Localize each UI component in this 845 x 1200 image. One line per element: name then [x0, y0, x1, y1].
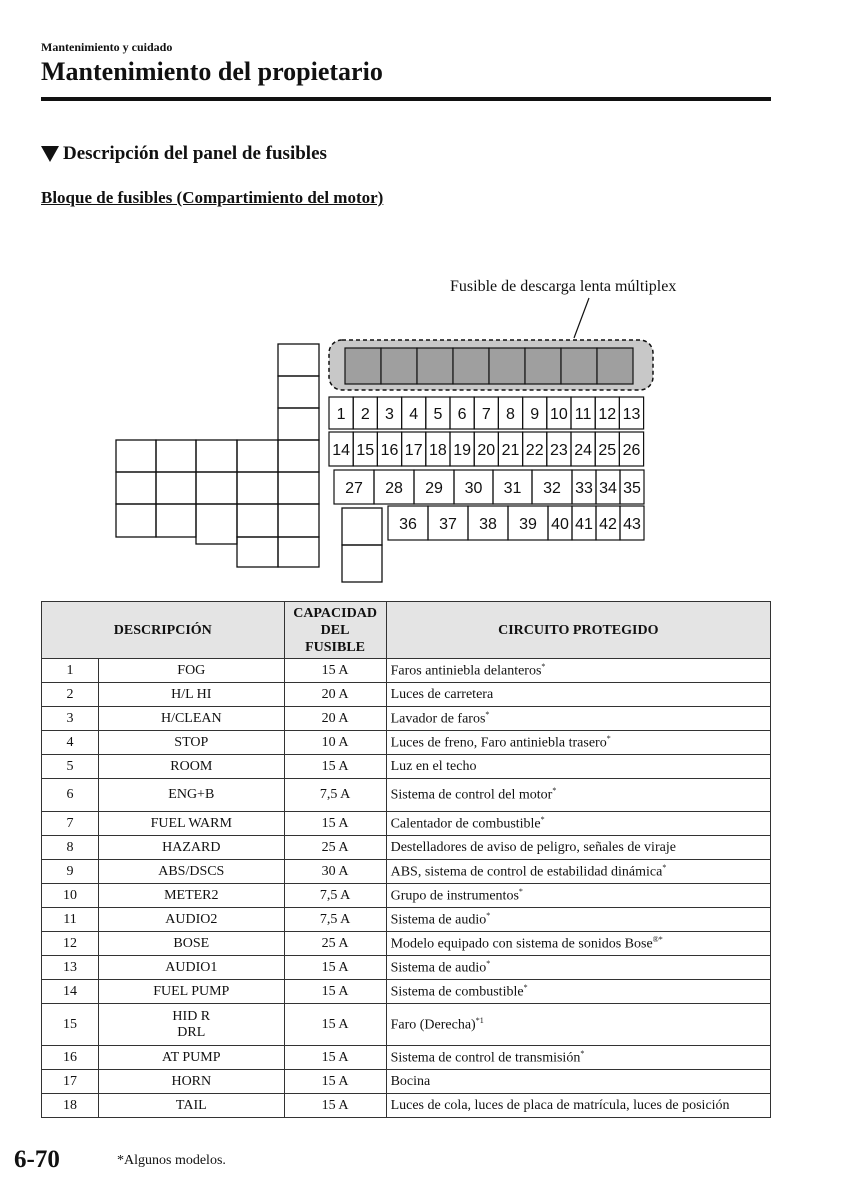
fuse-name: HAZARD [162, 839, 221, 855]
fuse-number-cell: 14 [42, 980, 99, 1004]
header-capacity-line2: DEL [320, 622, 350, 638]
fuse-number: 43 [623, 516, 641, 533]
fuse-number-cell: 17 [42, 1070, 99, 1094]
fuse-name-cell [99, 683, 285, 707]
table-row [42, 731, 771, 755]
fuse-name-2: DRL [177, 1024, 206, 1040]
fuse-number: 31 [503, 480, 522, 497]
fuse-name: STOP [174, 734, 209, 750]
circuit-text: Sistema de control de transmisión [390, 1050, 581, 1066]
fuse-number: 14 [332, 442, 350, 459]
circuit-text: Sistema de audio [390, 960, 487, 976]
circuit-cell [386, 1094, 770, 1118]
fuse-name: H/L HI [171, 686, 212, 702]
fuse-name: BOSE [173, 935, 210, 951]
page-title: Mantenimiento del propietario [41, 57, 383, 86]
fuse-name-cell [99, 707, 285, 731]
fuse-name: FOG [177, 662, 206, 678]
footnote-mark: * [662, 862, 667, 872]
circuit-cell [386, 779, 770, 812]
table-row [42, 1046, 771, 1070]
fuse-name-cell [99, 731, 285, 755]
fuse-table [41, 601, 771, 1118]
fuse-capacity-cell: 25 A [284, 836, 386, 860]
footnote-mark: * [552, 786, 557, 796]
fuse-capacity-cell: 15 A [284, 980, 386, 1004]
table-header-row [42, 602, 771, 659]
fuse-number: 15 [356, 442, 375, 459]
fuse-number-cell: 3 [42, 707, 99, 731]
fuse-capacity-cell: 15 A [284, 812, 386, 836]
fuse-number: 37 [439, 516, 457, 533]
fuse-name-cell [99, 812, 285, 836]
fuse-name-cell [99, 659, 285, 683]
fuse-name-cell [99, 755, 285, 779]
fuse-name: AT PUMP [162, 1049, 221, 1065]
fuse-number: 20 [477, 442, 496, 459]
circuit-text: Faros antiniebla delanteros [390, 663, 542, 679]
fuse-name: H/CLEAN [160, 710, 222, 726]
circuit-text: Luces de cola, luces de placa de matrícula, luces de posición [390, 1097, 730, 1113]
fuse-capacity-cell: 20 A [284, 683, 386, 707]
fuse-number: 30 [464, 480, 483, 497]
fuse-name: ROOM [170, 758, 213, 774]
circuit-cell [386, 683, 770, 707]
footnote-mark: * [523, 982, 528, 992]
fuse-number: 13 [622, 406, 641, 423]
fuse-number: 17 [404, 442, 423, 459]
table-row [42, 1094, 771, 1118]
fuse-number-cell: 2 [42, 683, 99, 707]
fuse-capacity-cell: 15 A [284, 1094, 386, 1118]
table-row [42, 956, 771, 980]
footnote-mark: * [580, 1048, 585, 1058]
fuse-number-cell: 12 [42, 932, 99, 956]
section-label: Mantenimiento y cuidado [41, 40, 173, 54]
circuit-cell [386, 980, 770, 1004]
fuse-name-cell [99, 860, 285, 884]
fuse-number-cell: 18 [42, 1094, 99, 1118]
fuse-name-cell [99, 1046, 285, 1070]
fuse-number: 26 [622, 442, 641, 459]
table-row [42, 1070, 771, 1094]
footnote-mark: * [485, 709, 490, 719]
fuse-name: ABS/DSCS [158, 863, 225, 879]
header-description: DESCRIPCIÓN [42, 602, 285, 659]
circuit-text: Sistema de audio [390, 912, 487, 928]
fuse-number-cell: 7 [42, 812, 99, 836]
table-row [42, 812, 771, 836]
fuse-number: 22 [525, 442, 544, 459]
fuse-name-cell [99, 1004, 285, 1046]
fuse-number-cell: 11 [42, 908, 99, 932]
fuse-number-cell: 15 [42, 1004, 99, 1046]
fuse-name: AUDIO1 [165, 959, 218, 975]
circuit-cell [386, 1004, 770, 1046]
circuit-text: Bocina [390, 1073, 431, 1089]
circuit-text: Lavador de faros [390, 711, 486, 727]
fuse-capacity-cell: 20 A [284, 707, 386, 731]
table-row [42, 683, 771, 707]
table-row [42, 1004, 771, 1046]
fuse-number: 1 [336, 406, 346, 423]
fuse-number: 25 [598, 442, 617, 459]
fuse-number: 4 [409, 406, 419, 423]
fuse-name: HORN [171, 1073, 212, 1089]
page-number: 6-70 [14, 1146, 60, 1173]
fuse-number: 6 [457, 406, 467, 423]
fuse-number: 34 [599, 480, 617, 497]
fuse-number: 42 [599, 516, 617, 533]
fuse-name: FUEL WARM [150, 815, 232, 831]
table-row [42, 860, 771, 884]
fuse-number: 41 [575, 516, 593, 533]
circuit-cell [386, 1070, 770, 1094]
table-row [42, 932, 771, 956]
footnote-mark: *1 [475, 1015, 484, 1025]
fuse-number: 35 [623, 480, 641, 497]
table-row [42, 707, 771, 731]
callout-label: Fusible de descarga lenta múltiplex [450, 278, 677, 295]
fuse-capacity-cell: 15 A [284, 1070, 386, 1094]
fuse-capacity-cell: 7,5 A [284, 884, 386, 908]
footnote-mark: * [486, 910, 491, 920]
header-capacity [284, 602, 386, 659]
fuse-name-cell [99, 908, 285, 932]
circuit-cell [386, 812, 770, 836]
fuse-number: 27 [345, 480, 363, 497]
fuse-name-cell [99, 779, 285, 812]
circuit-cell [386, 932, 770, 956]
fuse-capacity-cell: 15 A [284, 1046, 386, 1070]
fuse-number-cell: 8 [42, 836, 99, 860]
fuse-name-cell [99, 980, 285, 1004]
table-row [42, 908, 771, 932]
circuit-text: Modelo equipado con sistema de sonidos Bose [390, 936, 653, 952]
fuse-number-cell: 13 [42, 956, 99, 980]
block-heading: Bloque de fusibles (Compartimiento del motor) [41, 188, 384, 207]
fuse-number: 3 [385, 406, 394, 423]
fuse-number-cell: 9 [42, 860, 99, 884]
fuse-number: 5 [433, 406, 443, 423]
circuit-cell [386, 755, 770, 779]
circuit-cell [386, 1046, 770, 1070]
fuse-capacity-cell: 7,5 A [284, 779, 386, 812]
table-row [42, 755, 771, 779]
footnote-mark: * [518, 886, 523, 896]
circuit-cell [386, 908, 770, 932]
footnote: *Algunos modelos. [117, 1153, 226, 1168]
fuse-capacity-cell: 15 A [284, 659, 386, 683]
footnote-mark: ®* [652, 934, 663, 944]
header-capacity-line3: FUSIBLE [305, 639, 366, 655]
fuse-capacity-cell: 10 A [284, 731, 386, 755]
circuit-text: Luz en el techo [390, 758, 477, 774]
fuse-name: FUEL PUMP [153, 983, 230, 999]
fuse-capacity-cell: 25 A [284, 932, 386, 956]
fuse-name-cell [99, 1070, 285, 1094]
fuse-number: 18 [429, 442, 447, 459]
fuse-name: HID R [172, 1008, 211, 1024]
circuit-text: Grupo de instrumentos [390, 888, 519, 904]
fuse-number: 2 [360, 406, 370, 423]
fuse-number: 23 [550, 442, 568, 459]
fuse-number-cell: 16 [42, 1046, 99, 1070]
fuse-number: 36 [399, 516, 417, 533]
circuit-text: ABS, sistema de control de estabilidad dinámica [390, 864, 663, 880]
fuse-number: 40 [551, 516, 569, 533]
fuse-number: 19 [453, 442, 471, 459]
circuit-cell [386, 860, 770, 884]
fuse-name-cell [99, 956, 285, 980]
circuit-cell [386, 659, 770, 683]
fuse-name-cell [99, 1094, 285, 1118]
table-row [42, 779, 771, 812]
fuse-name-cell [99, 884, 285, 908]
header-circuit: CIRCUITO PROTEGIDO [386, 602, 770, 659]
circuit-cell [386, 731, 770, 755]
circuit-text: Luces de freno, Faro antiniebla trasero [390, 735, 607, 751]
fuse-capacity-cell: 15 A [284, 755, 386, 779]
fuse-number-cell: 10 [42, 884, 99, 908]
fuse-name: TAIL [175, 1097, 207, 1113]
fuse-number-cell: 5 [42, 755, 99, 779]
fuse-number: 39 [519, 516, 537, 533]
table-row [42, 659, 771, 683]
circuit-text: Faro (Derecha) [390, 1017, 476, 1033]
fuse-number: 32 [543, 480, 561, 497]
circuit-text: Sistema de combustible [390, 984, 524, 1000]
fuse-capacity-cell: 30 A [284, 860, 386, 884]
table-row [42, 884, 771, 908]
fuse-number-cell: 1 [42, 659, 99, 683]
fuse-number: 24 [574, 442, 592, 459]
fuse-number: 28 [385, 480, 403, 497]
footnote-mark: * [541, 661, 546, 671]
circuit-cell [386, 956, 770, 980]
fuse-number: 9 [530, 406, 540, 423]
fuse-name-cell [99, 836, 285, 860]
fuse-number: 38 [479, 516, 497, 533]
fuse-number-cell: 6 [42, 779, 99, 812]
footnote-mark: * [606, 733, 611, 743]
fuse-number: 33 [575, 480, 593, 497]
table-row [42, 836, 771, 860]
subheading-text: Descripción del panel de fusibles [63, 143, 327, 164]
footnote-mark: * [486, 958, 491, 968]
fuse-name: METER2 [164, 887, 219, 903]
fuse-number: 7 [481, 406, 491, 423]
circuit-text: Luces de carretera [390, 686, 494, 702]
fuse-number: 16 [380, 442, 399, 459]
footnote-mark: * [540, 814, 545, 824]
fuse-capacity-cell: 15 A [284, 1004, 386, 1046]
fuse-capacity-cell: 7,5 A [284, 908, 386, 932]
circuit-text: Destelladores de aviso de peligro, señales de viraje [390, 839, 676, 855]
circuit-cell [386, 836, 770, 860]
circuit-text: Calentador de combustible [390, 816, 541, 832]
fuse-name: ENG+B [168, 787, 215, 802]
fuse-number: 10 [550, 406, 568, 423]
header-capacity-line1: CAPACIDAD [293, 605, 377, 621]
fuse-number-cell: 4 [42, 731, 99, 755]
circuit-cell [386, 884, 770, 908]
circuit-text: Sistema de control del motor [390, 787, 553, 803]
fuse-number: 21 [501, 442, 520, 459]
fuse-number: 29 [425, 480, 443, 497]
fuse-number: 8 [506, 406, 515, 423]
fuse-number: 12 [598, 406, 617, 423]
table-row [42, 980, 771, 1004]
circuit-cell [386, 707, 770, 731]
fuse-number: 11 [574, 406, 592, 423]
fuse-capacity-cell: 15 A [284, 956, 386, 980]
fuse-name: AUDIO2 [165, 911, 218, 927]
fuse-name-cell [99, 932, 285, 956]
